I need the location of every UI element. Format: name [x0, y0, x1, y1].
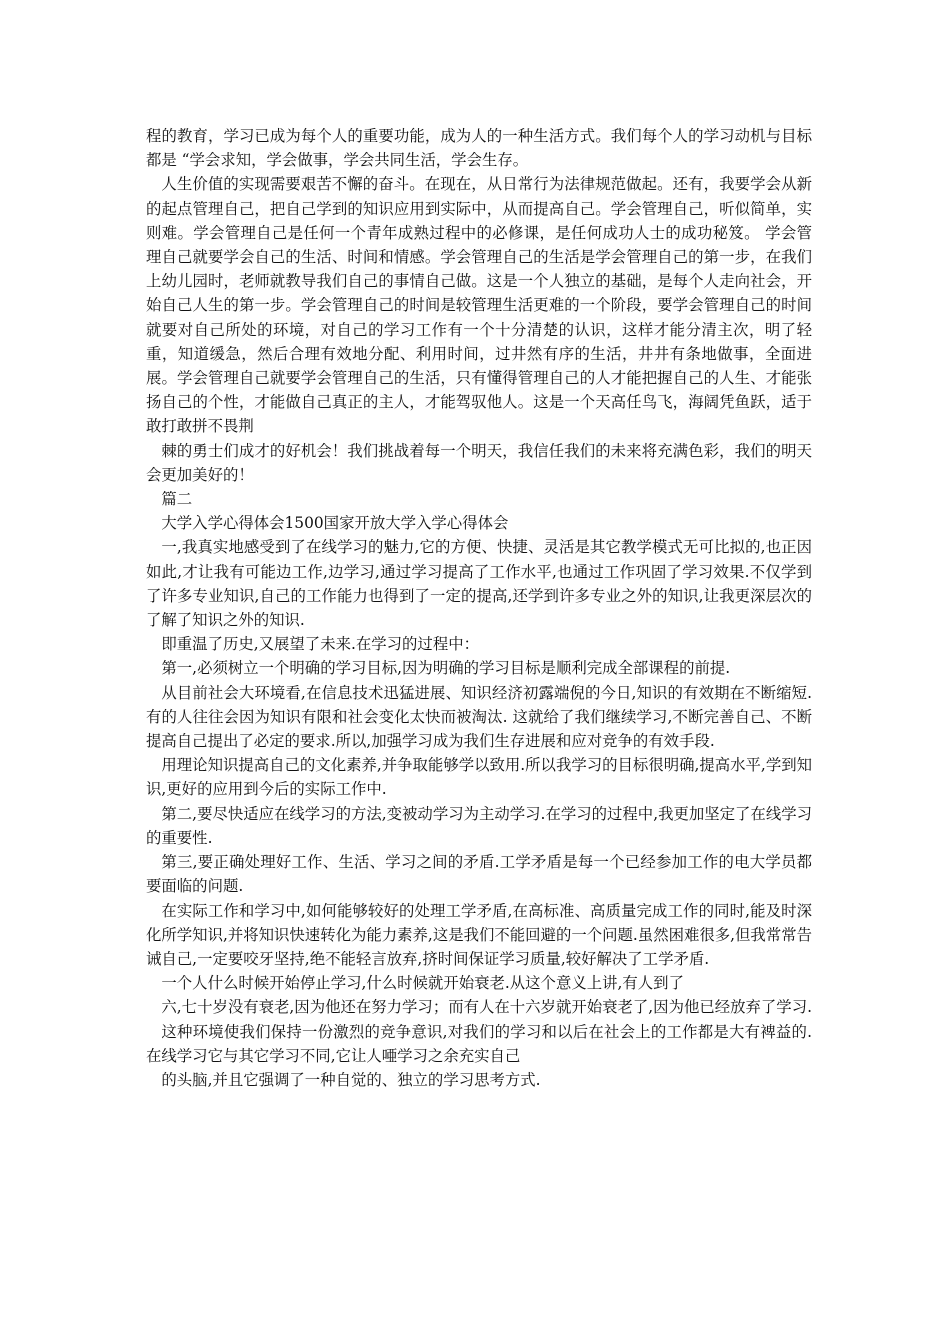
paragraph: 在实际工作和学习中,如何能够较好的处理工学矛盾,在高标准、高质量完成工作的同时,能及时深化所学知识,并将知识快速转化为能力素养,这是我们不能回避的一个问题.虽然困难很多,但我常常告诫自己,一定要咬牙坚持,绝不能轻言放弃,挤时间保证学习质量,较好解决了工学矛盾. [146, 901, 812, 968]
paragraph: 一个人什么时候开始停止学习,什么时候就开始衰老.从这个意义上讲,有人到了 [161, 974, 684, 993]
document-body [146, 124, 812, 1092]
paragraph: 棘的勇士们成才的好机会！我们挑战着每一个明天，我信任我们的未来将充满色彩，我们的明天会更加美好的！ [146, 441, 812, 484]
paragraph: 六,七十岁没有衰老,因为他还在努力学习；而有人在十六岁就开始衰老了,因为他已经放弃了学习. [161, 998, 812, 1017]
paragraph: 这种环境使我们保持一份激烈的竞争意识,对我们的学习和以后在社会上的工作都是大有裨益的.在线学习它与其它学习不同,它让人唖学习之余充实自己 [146, 1022, 812, 1065]
paragraph: 第三,要正确处理好工作、生活、学习之间的矛盾.工学矛盾是每一个已经参加工作的电大学员都要面临的问题. [146, 853, 812, 896]
paragraph: 第二,要尽快适应在线学习的方法,变被动学习为主动学习.在学习的过程中,我更加坚定了在线学习的重要性. [146, 804, 812, 847]
section-title: 大学入学心得体会1500国家开放大学入学心得体会 [161, 514, 509, 533]
paragraph: 程的教育，学习已成为每个人的重要功能，成为人的一种生活方式。我们每个人的学习动机与目标都是 “学会求知，学会做事，学会共同生活，学会生存。 [146, 127, 812, 170]
paragraph: 的头脑,并且它强调了一种自觉的、独立的学习思考方式. [161, 1070, 541, 1089]
paragraph: 第一,必须树立一个明确的学习目标,因为明确的学习目标是顺利完成全部课程的前提. [161, 659, 731, 678]
section-heading: 篇二 [161, 490, 193, 509]
paragraph: 人生价值的实现需要艰苦不懈的奋斗。在现在，从日常行为法律规范做起。还有，我要学会从新的起点管理自己，把自己学到的知识应用到实际中，从而提高自己。学会管理自己，听似简单，实则难。学会管理自己是任何一个青年成熟过程中的必修课，是任何成功人士的成功秘笈。 学会管理自己就要学会自己的生活、时间和情感。学会管理自己的生活是学会管理自己的第一步，在我们上幼儿园时，老师就教导我们自己的事情自己做。这是一个人独立的基础，是每个人走向社会，开始自己人生的第一步。学会管理自己的时间是较管理生活更难的一个阶段，要学会管理自己的时间就要对自己所处的环境，对自己的学习工作有一个十分清楚的认识，这样才能分清主次，明了轻重，知道缓急，然后合理有效地分配、利用时间，过井然有序的生活，井井有条地做事，全面进展。学会管理自己就要学会管理自己的生活，只有懂得管理自己的人才能把握自己的人生、才能张扬自己的个性，才能做自己真正的主人，才能驾驭他人。这是一个天高任鸟飞，海阔凭鱼跃，适于敢打敢拼不畏荆 [146, 175, 812, 436]
paragraph: 即重温了历史,又展望了未来.在学习的过程中： [161, 635, 479, 654]
paragraph: 用理论知识提高自己的文化素养,并争取能够学以致用.所以我学习的目标很明确,提高水平,学到知识,更好的应用到今后的实际工作中. [146, 756, 812, 799]
paragraph: 一,我真实地感受到了在线学习的魅力,它的方便、快捷、灵活是其它教学模式无可比拟的,也正因如此,才让我有可能边工作,边学习,通过学习提高了工作水平,也通过工作巩固了学习效果.不仅学到了许多专业知识,自己的工作能力也得到了一定的提高,还学到许多专业之外的知识,让我更深层次的了解了知识之外的知识. [146, 538, 812, 630]
paragraph: 从目前社会大环境看,在信息技术迅猛进展、知识经济初露端倪的今日,知识的有效期在不断缩短.有的人往往会因为知识有限和社会变化太快而被淘汰. 这就给了我们继续学习,不断完善自己、不断提高自己提出了必定的要求.所以,加强学习成为我们生存进展和应对竞争的有效手段. [146, 683, 812, 751]
